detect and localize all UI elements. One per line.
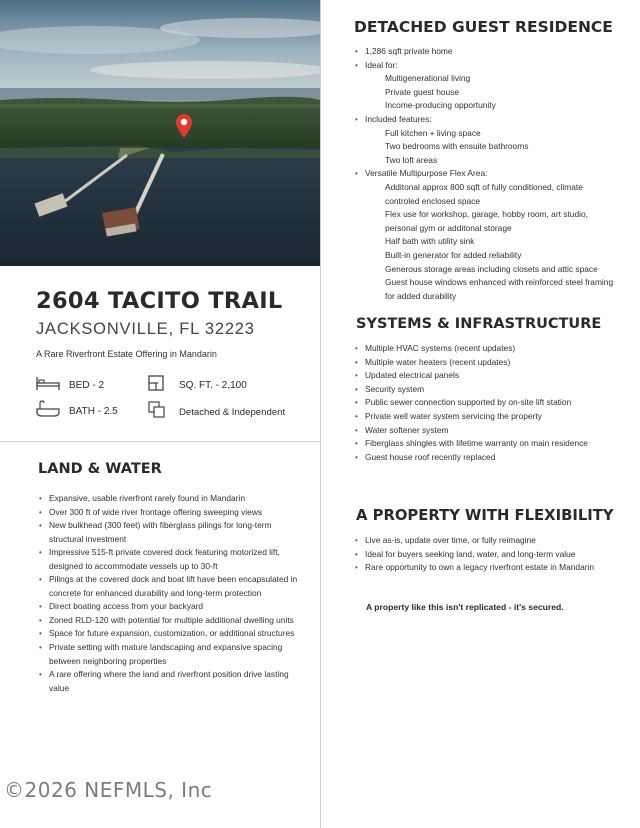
sub-list (365, 127, 614, 168)
list-item: • Impressive 515-ft private covered dock featuring motorized lift, designed to accommodate vessels up to 30-ft (38, 546, 308, 573)
list-item: • Multiple water heaters (recent updates) (354, 356, 594, 370)
sub-item: Flex use for workshop, garage, hobby room, art studio, personal gym or additonal storage (385, 209, 588, 233)
sub-item: Two bedrooms with ensuite bathrooms (385, 141, 529, 152)
city-state-zip: JACKSONVILLE, FL 32223 (36, 320, 255, 338)
list-item (354, 59, 614, 113)
list-item-text: Ideal for: (365, 59, 398, 70)
systems-heading: SYSTEMS & INFRASTRUCTURE (356, 316, 602, 332)
copyright-watermark: ©2026 NEFMLS, Inc (4, 778, 213, 802)
location-pin-icon (176, 114, 192, 138)
sub-item: Guest house windows enhanced with reinforced steel framing for added durability (385, 277, 614, 301)
list-item: • Multiple HVAC systems (recent updates) (354, 342, 594, 356)
aerial-photo (0, 0, 320, 266)
closing-statement: A property like this isn't replicated - it's secured. (366, 602, 564, 612)
list-item: • Security system (354, 383, 594, 397)
floorplan-icon (148, 375, 164, 391)
list-item: • Rare opportunity to own a legacy riverfront estate in Mandarin (354, 561, 614, 575)
sub-item: Income-producing opportunity (385, 100, 496, 111)
list-item: • Over 300 ft of wide river frontage offering sweeping views (38, 506, 308, 520)
list-item-text: 1,286 sqft private home (365, 46, 453, 56)
sub-list (365, 181, 614, 303)
guest-house-label: Detached & Independent (179, 407, 286, 418)
list-item: • Private well water system servicing the property (354, 410, 594, 424)
flexibility-list (354, 534, 614, 575)
sub-item: Full kitchen + living space (385, 127, 481, 138)
list-item: • Guest house roof recently replaced (354, 451, 594, 465)
list-item: • A rare offering where the land and riverfront position drive lasting value (38, 668, 308, 695)
flexibility-heading: A PROPERTY WITH FLEXIBILITY (356, 507, 614, 524)
list-item: • Direct boating access from your backyard (38, 600, 308, 614)
land-water-list (38, 492, 308, 695)
list-item: • Pilings at the covered dock and boat lift have been encapsulated in concrete for enhanced durability and long-term protection (38, 573, 308, 600)
bath-count: BATH - 2.5 (69, 406, 118, 417)
systems-list (354, 342, 594, 464)
sub-item: Generous storage areas including closets and attic space (385, 263, 598, 274)
guest-residence-heading: DETACHED GUEST RESIDENCE (354, 18, 613, 36)
list-item-text: Included features: (365, 113, 432, 124)
list-item (354, 167, 614, 303)
sub-item: Multigenerational living (385, 73, 471, 84)
sub-item: Built-in generator for added reliability (385, 249, 522, 260)
square-footage: SQ. FT. - 2,100 (179, 380, 247, 391)
guest-residence-list (354, 45, 614, 303)
list-item: • Public sewer connection supported by on-site lift station (354, 396, 594, 410)
section-divider (0, 441, 320, 442)
bed-count: BED - 2 (69, 380, 105, 391)
list-item (354, 113, 614, 167)
bed-icon (36, 375, 60, 391)
tagline: A Rare Riverfront Estate Offering in Mandarin (36, 349, 217, 359)
bathtub-icon (36, 400, 60, 418)
sub-list (365, 72, 614, 113)
list-item: • Fiberglass shingles with lifetime warranty on main residence (354, 437, 594, 451)
list-item: • New bulkhead (300 feet) with fiberglass pilings for long-term structural investment (38, 519, 308, 546)
list-item: • Space for future expansion, customization, or additional structures (38, 627, 308, 641)
list-item: • Zoned RLD-120 with potential for multiple additional dwelling units (38, 614, 308, 628)
property-address: 2604 TACITO TRAIL (36, 288, 283, 314)
list-item: • Private setting with mature landscaping and expansive spacing between neighboring properties (38, 641, 308, 668)
list-item: • Expansive, usable riverfront rarely found in Mandarin (38, 492, 308, 506)
sub-item: Half bath with utility sink (385, 236, 475, 247)
sub-item: Private guest house (385, 86, 460, 97)
list-item: • Ideal for buyers seeking land, water, and long-term value (354, 548, 614, 562)
list-item (354, 45, 614, 59)
column-divider (320, 0, 321, 828)
list-item: • Live as-is, update over time, or fully reimagine (354, 534, 614, 548)
list-item-text: Versatile Multipurpose Flex Area: (365, 168, 488, 179)
land-water-heading: LAND & WATER (38, 461, 162, 477)
sub-item: Two loft areas (385, 154, 438, 165)
list-item: • Updated electrical panels (354, 369, 594, 383)
sub-item: Additonal approx 800 sqft of fully conditioned, climate controled enclosed space (385, 181, 583, 206)
guest-house-icon (148, 401, 166, 418)
list-item: • Water softener system (354, 424, 594, 438)
